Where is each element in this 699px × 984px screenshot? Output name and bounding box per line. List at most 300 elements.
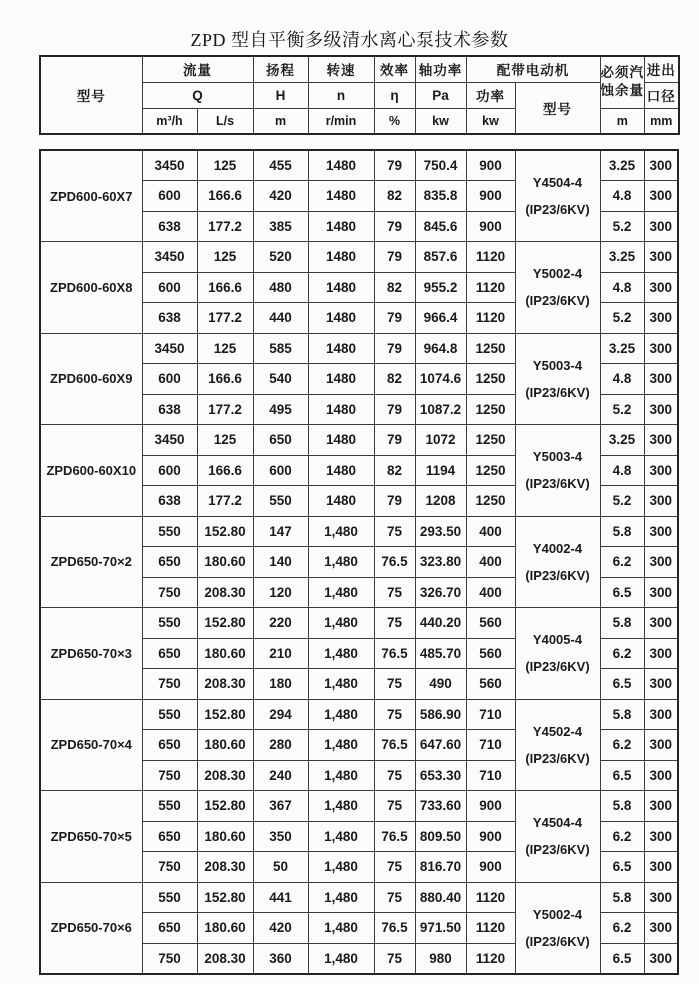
motor-model-line: Y5002-4 bbox=[532, 906, 583, 922]
head-cell: 441 bbox=[253, 882, 308, 913]
diameter-cell: 300 bbox=[644, 516, 678, 547]
flow-m3h-cell: 650 bbox=[142, 913, 197, 944]
flow-ls-cell: 208.30 bbox=[197, 669, 253, 700]
diameter-cell: 300 bbox=[644, 730, 678, 761]
motor-model-cell bbox=[515, 425, 600, 517]
motor-power-cell: 710 bbox=[466, 699, 515, 730]
head-cell: 180 bbox=[253, 669, 308, 700]
header-row-groups bbox=[40, 56, 679, 82]
flow-m3h-cell: 750 bbox=[142, 943, 197, 974]
head-cell: 350 bbox=[253, 821, 308, 852]
diameter-cell: 300 bbox=[644, 791, 678, 822]
flow-ls-cell: 166.6 bbox=[197, 181, 253, 212]
motor-voltage-line: (IP23/6KV) bbox=[525, 476, 590, 492]
speed-cell: 1480 bbox=[308, 333, 374, 364]
motor-power-cell: 710 bbox=[466, 730, 515, 761]
flow-ls-cell: 180.60 bbox=[197, 730, 253, 761]
motor-voltage-line: (IP23/6KV) bbox=[525, 842, 590, 858]
header-npsh-line1: 必须汽 bbox=[600, 65, 644, 81]
header-head-group: 扬程 bbox=[253, 56, 308, 82]
header-speed-group: 转速 bbox=[308, 56, 374, 82]
head-cell: 420 bbox=[253, 181, 308, 212]
motor-power-cell: 1120 bbox=[466, 303, 515, 334]
speed-cell: 1,480 bbox=[308, 577, 374, 608]
motor-voltage-line: (IP23/6KV) bbox=[525, 567, 590, 583]
flow-ls-cell: 177.2 bbox=[197, 211, 253, 242]
head-cell: 147 bbox=[253, 516, 308, 547]
flow-m3h-cell: 638 bbox=[142, 303, 197, 334]
npsh-cell: 3.25 bbox=[600, 333, 644, 364]
motor-power-cell: 400 bbox=[466, 577, 515, 608]
flow-ls-cell: 180.60 bbox=[197, 638, 253, 669]
diameter-cell: 300 bbox=[644, 150, 678, 181]
flow-ls-cell: 177.2 bbox=[197, 486, 253, 517]
head-cell: 455 bbox=[253, 150, 308, 181]
motor-model-line: Y5003-4 bbox=[532, 449, 583, 465]
speed-cell: 1480 bbox=[308, 455, 374, 486]
shaft-power-cell: 323.80 bbox=[415, 547, 466, 578]
efficiency-cell: 79 bbox=[374, 303, 415, 334]
flow-m3h-cell: 638 bbox=[142, 486, 197, 517]
npsh-cell: 5.8 bbox=[600, 791, 644, 822]
header-head-symbol: H bbox=[253, 82, 308, 108]
diameter-cell: 300 bbox=[644, 852, 678, 883]
shaft-power-cell: 809.50 bbox=[415, 821, 466, 852]
npsh-cell: 6.2 bbox=[600, 730, 644, 761]
diameter-cell: 300 bbox=[644, 364, 678, 395]
efficiency-cell: 75 bbox=[374, 669, 415, 700]
speed-cell: 1480 bbox=[308, 303, 374, 334]
speed-cell: 1,480 bbox=[308, 699, 374, 730]
speed-cell: 1,480 bbox=[308, 821, 374, 852]
pump-model-cell: ZPD600-60X9 bbox=[40, 333, 142, 425]
speed-cell: 1,480 bbox=[308, 943, 374, 974]
motor-power-cell: 900 bbox=[466, 150, 515, 181]
shaft-power-cell: 816.70 bbox=[415, 852, 466, 883]
header-unit-shaft-power: kw bbox=[415, 108, 466, 134]
diameter-cell: 300 bbox=[644, 425, 678, 456]
flow-m3h-cell: 550 bbox=[142, 516, 197, 547]
flow-m3h-cell: 650 bbox=[142, 547, 197, 578]
motor-model-cell bbox=[515, 242, 600, 334]
flow-m3h-cell: 750 bbox=[142, 852, 197, 883]
efficiency-cell: 76.5 bbox=[374, 913, 415, 944]
flow-m3h-cell: 600 bbox=[142, 181, 197, 212]
efficiency-cell: 75 bbox=[374, 791, 415, 822]
motor-power-cell: 560 bbox=[466, 638, 515, 669]
npsh-cell: 5.2 bbox=[600, 211, 644, 242]
shaft-power-cell: 440.20 bbox=[415, 608, 466, 639]
flow-ls-cell: 180.60 bbox=[197, 547, 253, 578]
motor-model-cell bbox=[515, 608, 600, 700]
speed-cell: 1,480 bbox=[308, 852, 374, 883]
motor-power-cell: 560 bbox=[466, 669, 515, 700]
flow-m3h-cell: 3450 bbox=[142, 150, 197, 181]
diameter-cell: 300 bbox=[644, 943, 678, 974]
motor-power-cell: 1120 bbox=[466, 272, 515, 303]
table-row bbox=[40, 333, 678, 364]
diameter-cell: 300 bbox=[644, 333, 678, 364]
motor-power-cell: 900 bbox=[466, 211, 515, 242]
header-unit-npsh: m bbox=[600, 108, 645, 134]
motor-voltage-line: (IP23/6KV) bbox=[525, 750, 590, 766]
npsh-cell: 3.25 bbox=[600, 425, 644, 456]
head-cell: 550 bbox=[253, 486, 308, 517]
header-shaft-power-symbol: Pa bbox=[415, 82, 466, 108]
efficiency-cell: 75 bbox=[374, 760, 415, 791]
motor-power-cell: 710 bbox=[466, 760, 515, 791]
head-cell: 294 bbox=[253, 699, 308, 730]
head-cell: 520 bbox=[253, 242, 308, 273]
diameter-cell: 300 bbox=[644, 699, 678, 730]
header-flow-symbol: Q bbox=[142, 82, 253, 108]
efficiency-cell: 75 bbox=[374, 852, 415, 883]
efficiency-cell: 82 bbox=[374, 272, 415, 303]
shaft-power-cell: 971.50 bbox=[415, 913, 466, 944]
header-speed-symbol: n bbox=[308, 82, 374, 108]
efficiency-cell: 76.5 bbox=[374, 638, 415, 669]
header-model: 型号 bbox=[40, 56, 142, 134]
speed-cell: 1480 bbox=[308, 150, 374, 181]
motor-power-cell: 1120 bbox=[466, 913, 515, 944]
flow-ls-cell: 208.30 bbox=[197, 577, 253, 608]
motor-model-line: Y4504-4 bbox=[532, 815, 583, 831]
shaft-power-cell: 647.60 bbox=[415, 730, 466, 761]
shaft-power-cell: 980 bbox=[415, 943, 466, 974]
npsh-cell: 5.2 bbox=[600, 394, 644, 425]
head-cell: 540 bbox=[253, 364, 308, 395]
npsh-cell: 5.2 bbox=[600, 303, 644, 334]
shaft-power-cell: 857.6 bbox=[415, 242, 466, 273]
header-diameter-line1: 进出 bbox=[645, 56, 679, 82]
diameter-cell: 300 bbox=[644, 913, 678, 944]
speed-cell: 1,480 bbox=[308, 760, 374, 791]
flow-ls-cell: 152.80 bbox=[197, 608, 253, 639]
header-unit-speed: r/min bbox=[308, 108, 374, 134]
diameter-cell: 300 bbox=[644, 181, 678, 212]
shaft-power-cell: 835.8 bbox=[415, 181, 466, 212]
speed-cell: 1,480 bbox=[308, 791, 374, 822]
flow-m3h-cell: 550 bbox=[142, 699, 197, 730]
head-cell: 420 bbox=[253, 913, 308, 944]
speed-cell: 1,480 bbox=[308, 669, 374, 700]
efficiency-cell: 82 bbox=[374, 455, 415, 486]
efficiency-cell: 75 bbox=[374, 882, 415, 913]
flow-m3h-cell: 600 bbox=[142, 364, 197, 395]
header-npsh-line2: 蚀余量 bbox=[600, 83, 644, 99]
diameter-cell: 300 bbox=[644, 211, 678, 242]
diameter-cell: 300 bbox=[644, 577, 678, 608]
speed-cell: 1,480 bbox=[308, 882, 374, 913]
motor-voltage-line: (IP23/6KV) bbox=[525, 659, 590, 675]
npsh-cell: 6.5 bbox=[600, 760, 644, 791]
shaft-power-cell: 1072 bbox=[415, 425, 466, 456]
efficiency-cell: 79 bbox=[374, 242, 415, 273]
motor-power-cell: 1250 bbox=[466, 425, 515, 456]
head-cell: 600 bbox=[253, 455, 308, 486]
table-row bbox=[40, 699, 678, 730]
motor-model-line: Y5003-4 bbox=[532, 357, 583, 373]
header-unit-efficiency: % bbox=[374, 108, 415, 134]
flow-ls-cell: 152.80 bbox=[197, 791, 253, 822]
flow-ls-cell: 208.30 bbox=[197, 852, 253, 883]
spec-body-rows bbox=[40, 150, 678, 974]
speed-cell: 1,480 bbox=[308, 516, 374, 547]
flow-ls-cell: 177.2 bbox=[197, 303, 253, 334]
npsh-cell: 3.25 bbox=[600, 150, 644, 181]
efficiency-cell: 79 bbox=[374, 425, 415, 456]
table-row bbox=[40, 242, 678, 273]
npsh-cell: 5.2 bbox=[600, 486, 644, 517]
flow-m3h-cell: 650 bbox=[142, 638, 197, 669]
efficiency-cell: 79 bbox=[374, 333, 415, 364]
efficiency-cell: 79 bbox=[374, 394, 415, 425]
npsh-cell: 5.8 bbox=[600, 699, 644, 730]
npsh-cell: 6.2 bbox=[600, 821, 644, 852]
pump-model-cell: ZPD650-70×3 bbox=[40, 608, 142, 700]
flow-ls-cell: 152.80 bbox=[197, 516, 253, 547]
npsh-cell: 6.2 bbox=[600, 638, 644, 669]
shaft-power-cell: 485.70 bbox=[415, 638, 466, 669]
diameter-cell: 300 bbox=[644, 608, 678, 639]
flow-m3h-cell: 650 bbox=[142, 821, 197, 852]
motor-power-cell: 1120 bbox=[466, 943, 515, 974]
motor-model-cell bbox=[515, 882, 600, 974]
diameter-cell: 300 bbox=[644, 486, 678, 517]
flow-m3h-cell: 3450 bbox=[142, 242, 197, 273]
header-unit-head: m bbox=[253, 108, 308, 134]
flow-ls-cell: 180.60 bbox=[197, 821, 253, 852]
table-row bbox=[40, 516, 678, 547]
speed-cell: 1480 bbox=[308, 272, 374, 303]
shaft-power-cell: 586.90 bbox=[415, 699, 466, 730]
motor-voltage-line: (IP23/6KV) bbox=[525, 384, 590, 400]
flow-m3h-cell: 550 bbox=[142, 791, 197, 822]
head-cell: 210 bbox=[253, 638, 308, 669]
shaft-power-cell: 490 bbox=[415, 669, 466, 700]
motor-model-cell bbox=[515, 333, 600, 425]
head-cell: 140 bbox=[253, 547, 308, 578]
flow-m3h-cell: 750 bbox=[142, 577, 197, 608]
head-cell: 280 bbox=[253, 730, 308, 761]
motor-power-cell: 560 bbox=[466, 608, 515, 639]
motor-model-cell bbox=[515, 150, 600, 242]
spec-body-table bbox=[39, 149, 679, 975]
efficiency-cell: 79 bbox=[374, 211, 415, 242]
efficiency-cell: 82 bbox=[374, 181, 415, 212]
speed-cell: 1,480 bbox=[308, 730, 374, 761]
flow-m3h-cell: 3450 bbox=[142, 425, 197, 456]
npsh-cell: 6.5 bbox=[600, 852, 644, 883]
flow-ls-cell: 208.30 bbox=[197, 760, 253, 791]
spec-header-table bbox=[39, 55, 680, 135]
efficiency-cell: 75 bbox=[374, 577, 415, 608]
table-row bbox=[40, 425, 678, 456]
npsh-cell: 6.2 bbox=[600, 547, 644, 578]
head-cell: 50 bbox=[253, 852, 308, 883]
flow-ls-cell: 125 bbox=[197, 425, 253, 456]
shaft-power-cell: 326.70 bbox=[415, 577, 466, 608]
table-row bbox=[40, 150, 678, 181]
speed-cell: 1480 bbox=[308, 181, 374, 212]
motor-power-cell: 400 bbox=[466, 547, 515, 578]
motor-model-line: Y5002-4 bbox=[532, 266, 583, 282]
flow-ls-cell: 208.30 bbox=[197, 943, 253, 974]
motor-voltage-line: (IP23/6KV) bbox=[525, 293, 590, 309]
shaft-power-cell: 653.30 bbox=[415, 760, 466, 791]
motor-power-cell: 1250 bbox=[466, 486, 515, 517]
shaft-power-cell: 964.8 bbox=[415, 333, 466, 364]
npsh-cell: 6.5 bbox=[600, 943, 644, 974]
motor-power-cell: 900 bbox=[466, 791, 515, 822]
shaft-power-cell: 1074.6 bbox=[415, 364, 466, 395]
efficiency-cell: 79 bbox=[374, 486, 415, 517]
diameter-cell: 300 bbox=[644, 394, 678, 425]
header-motor-model: 型号 bbox=[515, 82, 600, 134]
motor-power-cell: 1250 bbox=[466, 455, 515, 486]
speed-cell: 1,480 bbox=[308, 608, 374, 639]
speed-cell: 1,480 bbox=[308, 913, 374, 944]
speed-cell: 1480 bbox=[308, 242, 374, 273]
speed-cell: 1480 bbox=[308, 394, 374, 425]
shaft-power-cell: 1208 bbox=[415, 486, 466, 517]
flow-ls-cell: 166.6 bbox=[197, 272, 253, 303]
head-cell: 585 bbox=[253, 333, 308, 364]
speed-cell: 1480 bbox=[308, 425, 374, 456]
diameter-cell: 300 bbox=[644, 455, 678, 486]
npsh-cell: 5.8 bbox=[600, 608, 644, 639]
motor-power-cell: 900 bbox=[466, 852, 515, 883]
speed-cell: 1,480 bbox=[308, 547, 374, 578]
motor-power-cell: 1120 bbox=[466, 242, 515, 273]
shaft-power-cell: 1194 bbox=[415, 455, 466, 486]
header-unit-m3h: m³/h bbox=[142, 108, 197, 134]
diameter-cell: 300 bbox=[644, 760, 678, 791]
diameter-cell: 300 bbox=[644, 638, 678, 669]
table-row bbox=[40, 882, 678, 913]
pump-model-cell: ZPD650-70×2 bbox=[40, 516, 142, 608]
header-motor-group: 配带电动机 bbox=[466, 56, 600, 82]
flow-ls-cell: 166.6 bbox=[197, 364, 253, 395]
efficiency-cell: 76.5 bbox=[374, 821, 415, 852]
head-cell: 650 bbox=[253, 425, 308, 456]
npsh-cell: 6.5 bbox=[600, 669, 644, 700]
flow-ls-cell: 180.60 bbox=[197, 913, 253, 944]
motor-power-cell: 1250 bbox=[466, 333, 515, 364]
flow-ls-cell: 125 bbox=[197, 333, 253, 364]
header-efficiency-symbol: η bbox=[374, 82, 415, 108]
motor-model-cell bbox=[515, 516, 600, 608]
efficiency-cell: 75 bbox=[374, 699, 415, 730]
flow-ls-cell: 177.2 bbox=[197, 394, 253, 425]
shaft-power-cell: 966.4 bbox=[415, 303, 466, 334]
head-cell: 367 bbox=[253, 791, 308, 822]
diameter-cell: 300 bbox=[644, 669, 678, 700]
pump-model-cell: ZPD650-70×6 bbox=[40, 882, 142, 974]
flow-ls-cell: 152.80 bbox=[197, 699, 253, 730]
pump-model-cell: ZPD600-60X7 bbox=[40, 150, 142, 242]
shaft-power-cell: 750.4 bbox=[415, 150, 466, 181]
head-cell: 495 bbox=[253, 394, 308, 425]
efficiency-cell: 75 bbox=[374, 516, 415, 547]
shaft-power-cell: 880.40 bbox=[415, 882, 466, 913]
npsh-cell: 6.5 bbox=[600, 577, 644, 608]
npsh-cell: 3.25 bbox=[600, 242, 644, 273]
diameter-cell: 300 bbox=[644, 821, 678, 852]
flow-ls-cell: 125 bbox=[197, 150, 253, 181]
flow-m3h-cell: 550 bbox=[142, 882, 197, 913]
motor-power-cell: 900 bbox=[466, 181, 515, 212]
flow-m3h-cell: 638 bbox=[142, 394, 197, 425]
efficiency-cell: 79 bbox=[374, 150, 415, 181]
flow-ls-cell: 125 bbox=[197, 242, 253, 273]
header-motor-power: 功率 bbox=[466, 82, 515, 108]
npsh-cell: 4.8 bbox=[600, 272, 644, 303]
header-diameter-line2: 口径 bbox=[645, 82, 679, 108]
speed-cell: 1480 bbox=[308, 364, 374, 395]
header-npsh bbox=[600, 56, 645, 108]
motor-model-line: Y4504-4 bbox=[532, 175, 583, 190]
motor-power-cell: 400 bbox=[466, 516, 515, 547]
motor-voltage-line: (IP23/6KV) bbox=[525, 202, 590, 217]
header-shaft-power-group: 轴功率 bbox=[415, 56, 466, 82]
efficiency-cell: 75 bbox=[374, 943, 415, 974]
head-cell: 240 bbox=[253, 760, 308, 791]
pump-model-cell: ZPD650-70×5 bbox=[40, 791, 142, 883]
efficiency-cell: 76.5 bbox=[374, 730, 415, 761]
speed-cell: 1480 bbox=[308, 486, 374, 517]
motor-model-line: Y4002-4 bbox=[532, 540, 583, 556]
diameter-cell: 300 bbox=[644, 303, 678, 334]
diameter-cell: 300 bbox=[644, 272, 678, 303]
head-cell: 220 bbox=[253, 608, 308, 639]
head-cell: 480 bbox=[253, 272, 308, 303]
pump-model-cell: ZPD650-70×4 bbox=[40, 699, 142, 791]
flow-m3h-cell: 3450 bbox=[142, 333, 197, 364]
flow-m3h-cell: 750 bbox=[142, 669, 197, 700]
efficiency-cell: 75 bbox=[374, 608, 415, 639]
npsh-cell: 5.8 bbox=[600, 882, 644, 913]
flow-ls-cell: 166.6 bbox=[197, 455, 253, 486]
npsh-cell: 6.2 bbox=[600, 913, 644, 944]
npsh-cell: 4.8 bbox=[600, 181, 644, 212]
page-title: ZPD 型自平衡多级清水离心泵技术参数 bbox=[190, 30, 509, 50]
efficiency-cell: 82 bbox=[374, 364, 415, 395]
flow-m3h-cell: 750 bbox=[142, 760, 197, 791]
diameter-cell: 300 bbox=[644, 882, 678, 913]
head-cell: 440 bbox=[253, 303, 308, 334]
header-unit-ls: L/s bbox=[197, 108, 253, 134]
motor-power-cell: 1120 bbox=[466, 882, 515, 913]
pump-model-cell: ZPD600-60X10 bbox=[40, 425, 142, 517]
header-flow-group: 流量 bbox=[142, 56, 253, 82]
motor-voltage-line: (IP23/6KV) bbox=[525, 933, 590, 949]
header-unit-diameter: mm bbox=[645, 108, 679, 134]
flow-m3h-cell: 550 bbox=[142, 608, 197, 639]
motor-power-cell: 1250 bbox=[466, 394, 515, 425]
table-row bbox=[40, 791, 678, 822]
npsh-cell: 4.8 bbox=[600, 364, 644, 395]
shaft-power-cell: 293.50 bbox=[415, 516, 466, 547]
flow-m3h-cell: 650 bbox=[142, 730, 197, 761]
npsh-cell: 5.8 bbox=[600, 516, 644, 547]
motor-model-cell bbox=[515, 791, 600, 883]
head-cell: 120 bbox=[253, 577, 308, 608]
motor-model-line: Y4502-4 bbox=[532, 723, 583, 739]
efficiency-cell: 76.5 bbox=[374, 547, 415, 578]
shaft-power-cell: 955.2 bbox=[415, 272, 466, 303]
flow-m3h-cell: 600 bbox=[142, 455, 197, 486]
